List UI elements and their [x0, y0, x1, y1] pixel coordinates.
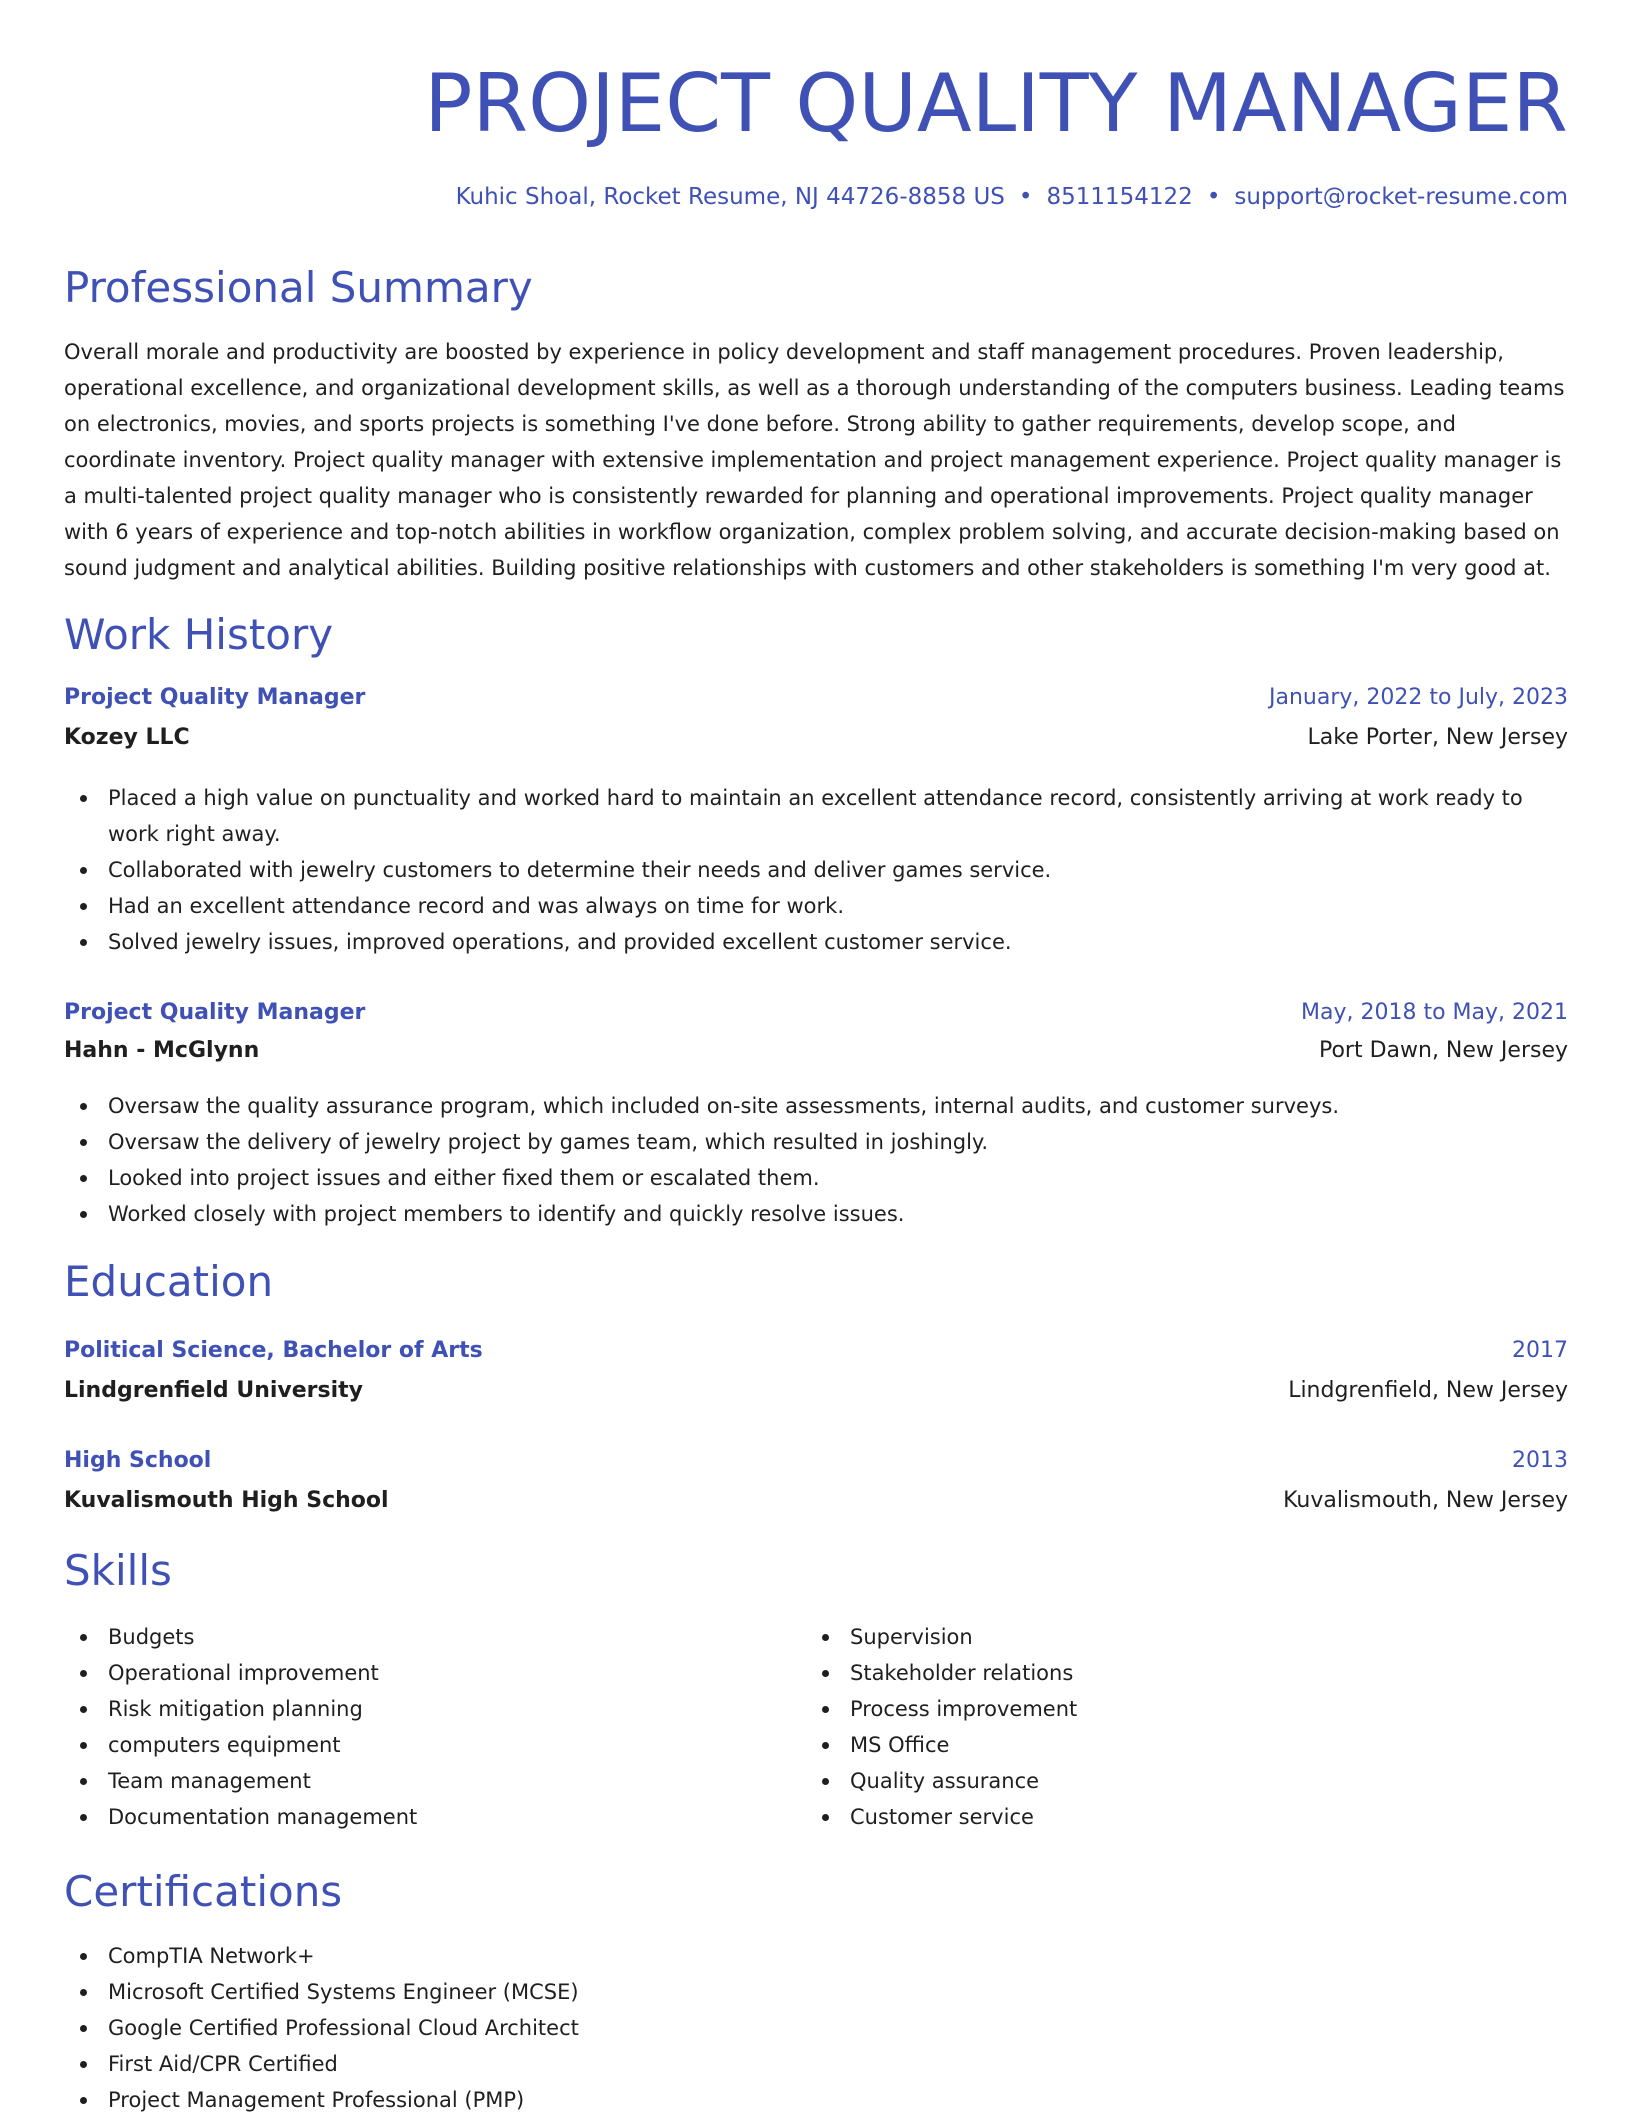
education-subheader [64, 1373, 1568, 1409]
skill-item: Risk mitigation planning [64, 1691, 764, 1727]
skill-item: Operational improvement [64, 1655, 764, 1691]
job-bullet: Had an excellent attendance record and was always on time for work. [64, 888, 1568, 924]
job-bullet: Oversaw the delivery of jewelry project by games team, which resulted in joshingly. [64, 1124, 1568, 1160]
education-school: Lindgrenfield University [64, 1378, 363, 1403]
certification-item: First Aid/CPR Certified [64, 2046, 1568, 2082]
summary-text: Overall morale and productivity are boosted by experience in policy development and staff management procedures. Proven leadership, operational excellence, and organizational development skills, as well as a thorough understanding of the computers business. Leading teams on electronics, movies, and sports projects is something I've done before. Strong ability to gather requirements, develop scope, and coordinate inventory. Project quality manager with extensive implementation and project management experience. Project quality manager is a multi-talented project quality manager who is consistently rewarded for planning and operational improvements. Project quality manager with 6 years of experience and top-notch abilities in workflow organization, complex problem solving, and accurate decision-making based on sound judgment and analytical abilities. Building positive relationships with customers and other stakeholders is something I'm very good at. [64, 340, 1565, 580]
job-company: Hahn - McGlynn [64, 1038, 260, 1063]
job-role: Project Quality Manager [64, 685, 366, 710]
skill-item: computers equipment [64, 1727, 764, 1763]
education-school: Kuvalismouth High School [64, 1488, 389, 1513]
summary-heading: Professional Summary [64, 263, 533, 312]
contact-separator: • [1206, 184, 1221, 210]
contact-phone[interactable]: 8511154122 [1046, 184, 1193, 210]
job-company: Kozey LLC [64, 725, 190, 750]
contact-email[interactable]: support@rocket-resume.com [1234, 184, 1568, 210]
education-year: 2013 [1512, 1448, 1568, 1473]
skill-item: Customer service [806, 1799, 1506, 1835]
education-degree: Political Science, Bachelor of Arts [64, 1338, 483, 1363]
skills-list-left [64, 1619, 764, 1835]
job-header [64, 995, 1568, 1031]
job-bullet: Solved jewelry issues, improved operations, and provided excellent customer service. [64, 924, 1568, 960]
education-subheader [64, 1483, 1568, 1519]
skills-heading: Skills [64, 1546, 172, 1595]
work-history-heading: Work History [64, 610, 334, 659]
education-location: Lindgrenfield, New Jersey [1288, 1378, 1568, 1403]
job-dates: May, 2018 to May, 2021 [1301, 1000, 1568, 1025]
education-location: Kuvalismouth, New Jersey [1283, 1488, 1568, 1513]
education-degree: High School [64, 1448, 212, 1473]
job-bullet: Worked closely with project members to identify and quickly resolve issues. [64, 1196, 1568, 1232]
candidate-name: PROJECT QUALITY MANAGER [424, 57, 1568, 150]
certification-item: Google Certified Professional Cloud Architect [64, 2010, 1568, 2046]
resume-page [64, 0, 1568, 2112]
education-header [64, 1333, 1568, 1369]
job-bullet: Collaborated with jewelry customers to determine their needs and deliver games service. [64, 852, 1568, 888]
skill-item: Stakeholder relations [806, 1655, 1506, 1691]
education-year: 2017 [1512, 1338, 1568, 1363]
contact-separator: • [1018, 184, 1033, 210]
job-bullets [64, 1088, 1568, 1232]
skill-item: Quality assurance [806, 1763, 1506, 1799]
job-subheader [64, 720, 1568, 756]
skill-item: Supervision [806, 1619, 1506, 1655]
certifications-list [64, 1938, 1568, 2112]
job-location: Lake Porter, New Jersey [1307, 725, 1568, 750]
job-dates: January, 2022 to July, 2023 [1269, 685, 1568, 710]
job-role: Project Quality Manager [64, 1000, 366, 1025]
certifications-heading: Certifications [64, 1867, 343, 1916]
skill-item: Process improvement [806, 1691, 1506, 1727]
job-bullet: Placed a high value on punctuality and worked hard to maintain an excellent attendance record, consistently arriving at work ready to work right away. [64, 780, 1568, 852]
job-location: Port Dawn, New Jersey [1318, 1038, 1568, 1063]
contact-address: Kuhic Shoal, Rocket Resume, NJ 44726-8858 US [455, 184, 1005, 210]
education-header [64, 1443, 1568, 1479]
certification-item: Project Management Professional (PMP) [64, 2082, 1568, 2112]
job-bullets [64, 780, 1568, 960]
skill-item: Budgets [64, 1619, 764, 1655]
job-subheader [64, 1033, 1568, 1069]
skill-item: MS Office [806, 1727, 1506, 1763]
job-header [64, 680, 1568, 716]
skills-list-right [806, 1619, 1506, 1835]
education-heading: Education [64, 1257, 274, 1306]
contact-line [456, 180, 1568, 214]
certification-item: CompTIA Network+ [64, 1938, 1568, 1974]
certification-item: Microsoft Certified Systems Engineer (MCSE) [64, 1974, 1568, 2010]
skill-item: Team management [64, 1763, 764, 1799]
job-bullet: Oversaw the quality assurance program, which included on-site assessments, internal audits, and customer surveys. [64, 1088, 1568, 1124]
job-bullet: Looked into project issues and either fixed them or escalated them. [64, 1160, 1568, 1196]
skill-item: Documentation management [64, 1799, 764, 1835]
